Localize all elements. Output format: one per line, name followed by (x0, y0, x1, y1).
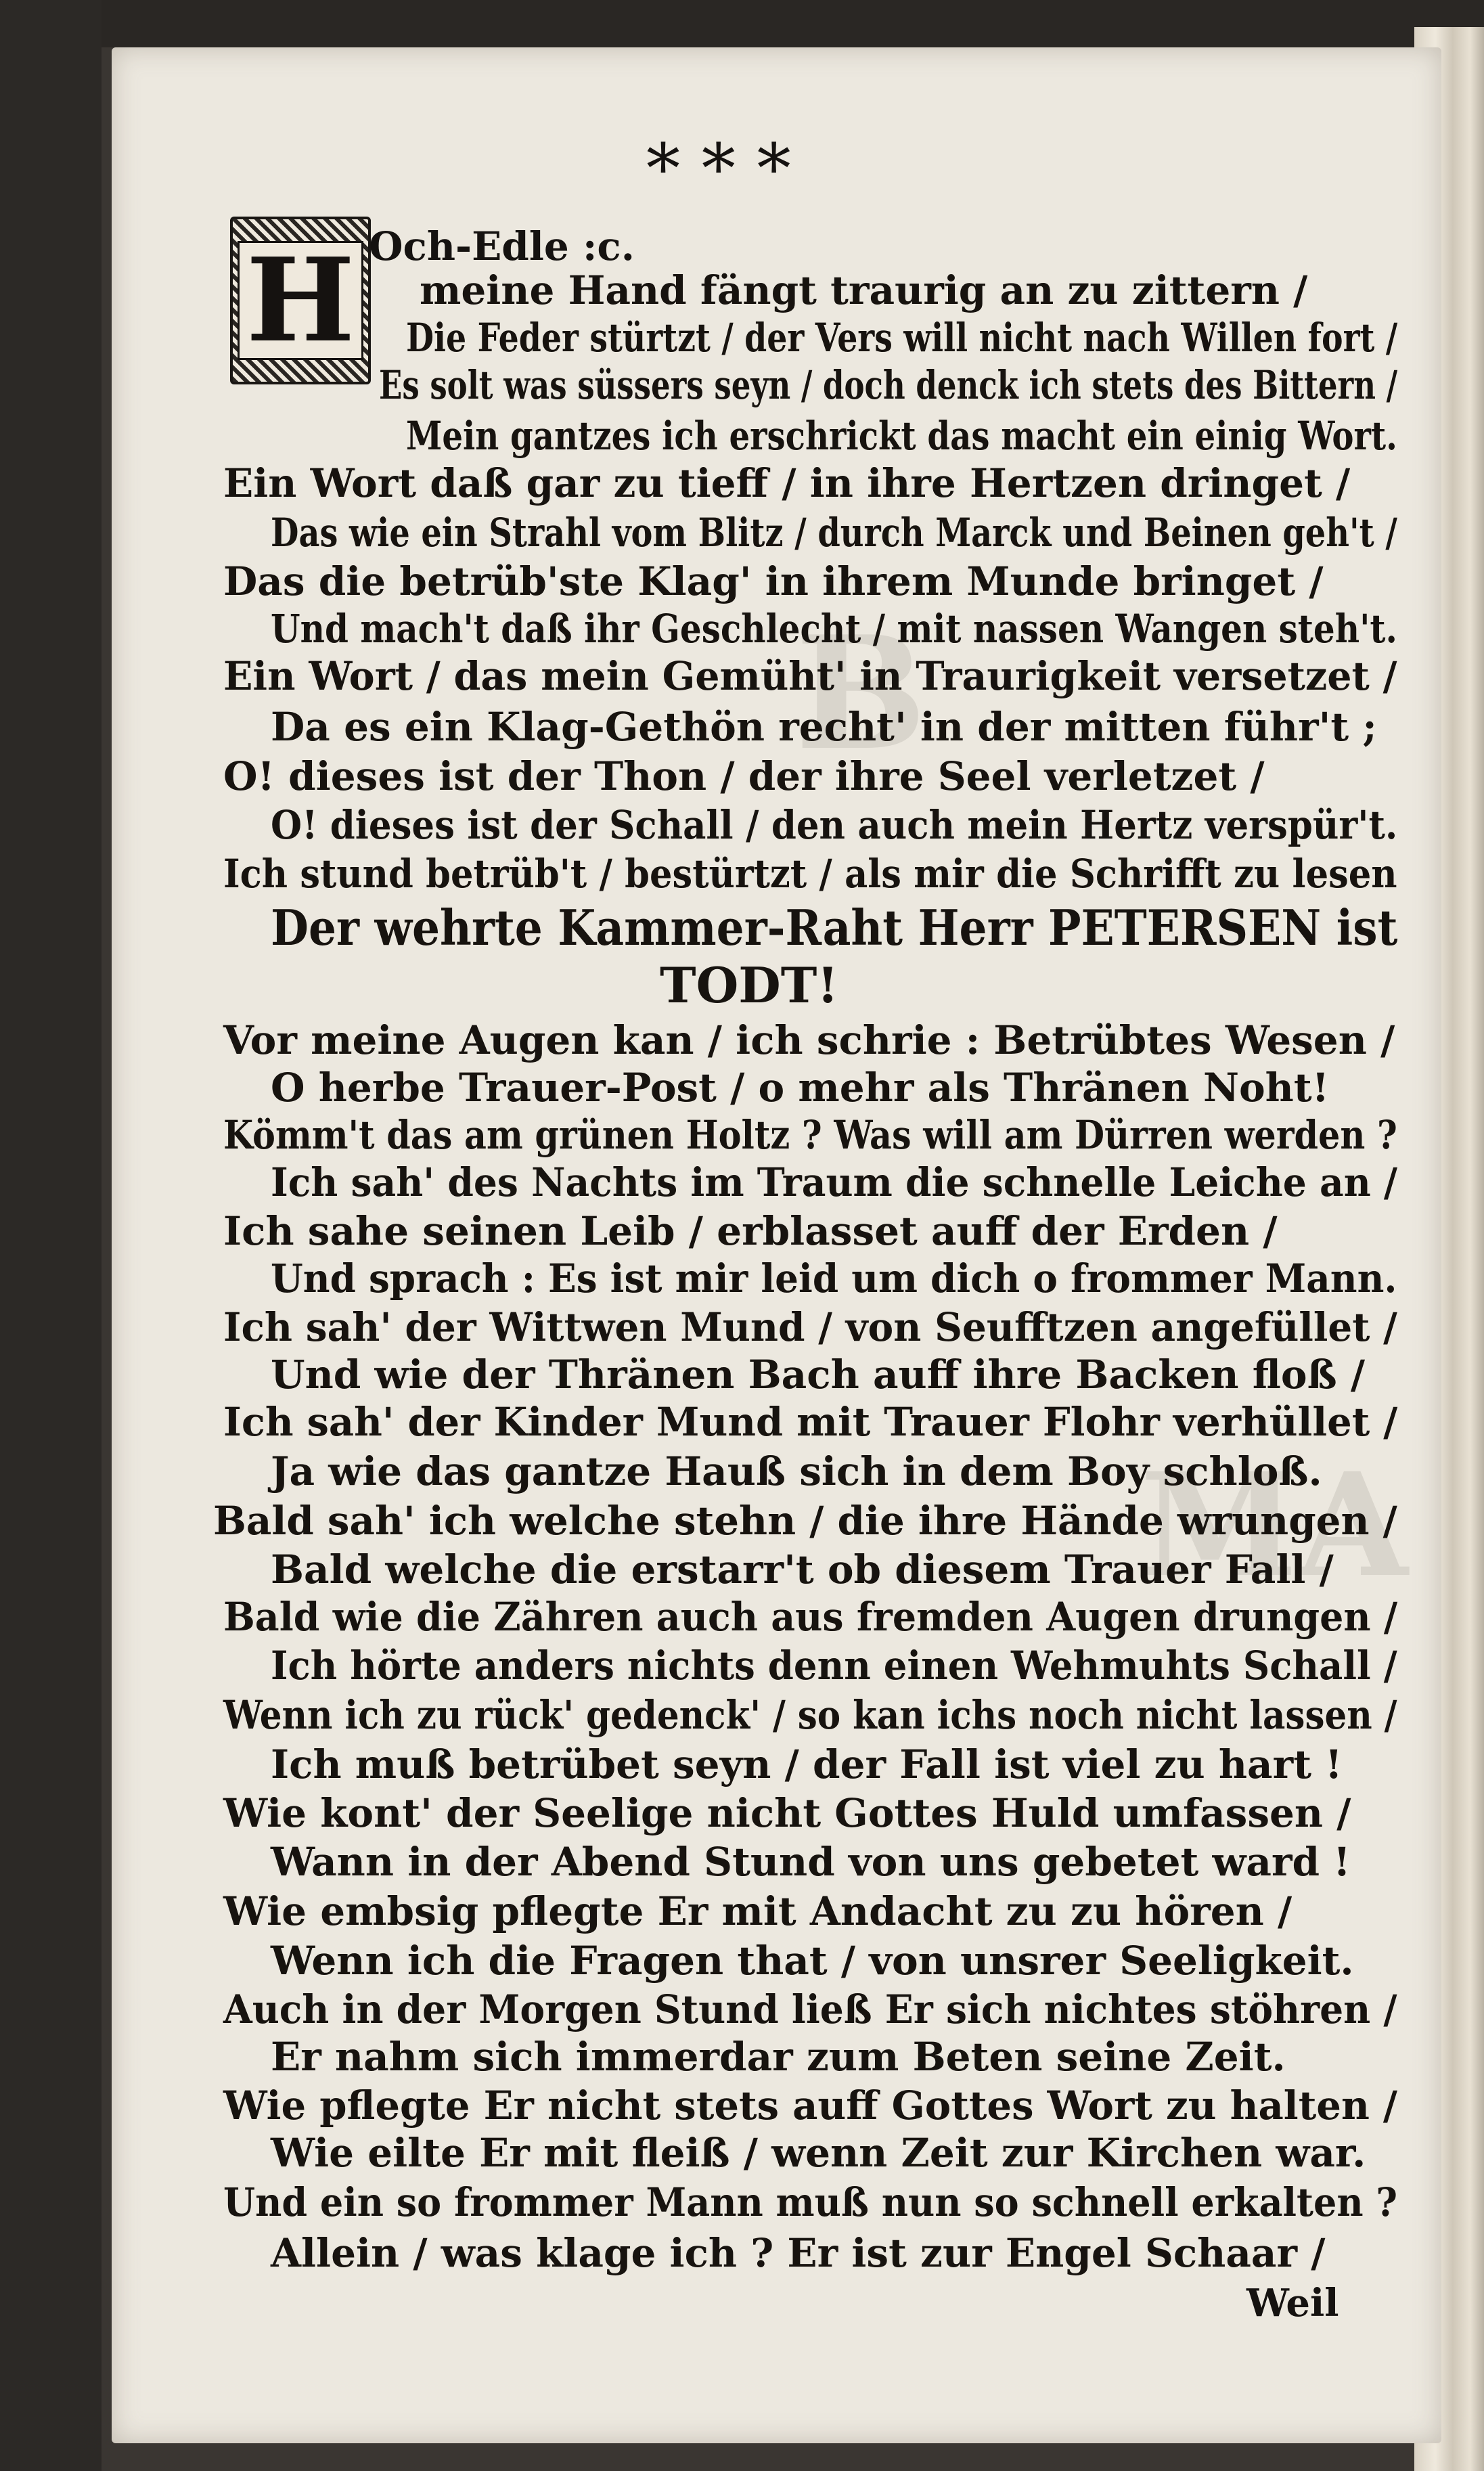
poem-line: meine Hand fängt traurig an zu zittern / (420, 267, 1308, 313)
show-through-text: B (795, 602, 927, 785)
poem-line: Wie eilte Er mit fleiß / wenn Zeit zur Kirchen war. (271, 2130, 1366, 2176)
poem-line: O! dieses ist der Schall / den auch mein Hertz verspür't. (271, 802, 1398, 848)
poem-line: Ein Wort / das mein Gemüht' in Traurigkeit versetzet / (223, 653, 1397, 699)
poem-line: Die Feder stürtzt / der Vers will nicht nach Willen fort / (406, 315, 1398, 361)
poem-line: Bald wie die Zähren auch aus fremden Augen drungen / (223, 1594, 1398, 1640)
poem-line: Ich sah' der Wittwen Mund / von Seufftzen angefüllet / (223, 1304, 1397, 1350)
poem-line: Bald sah' ich welche stehn / die ihre Hände wrungen / (213, 1498, 1397, 1544)
poem-line: Und sprach : Es ist mir leid um dich o frommer Mann. (271, 1255, 1397, 1301)
poem-line: Da es ein Klag-Gethön recht' in der mitten führ't ; (271, 704, 1377, 750)
poem-line: Das die betrüb'ste Klag' in ihrem Munde bringet / (223, 558, 1324, 604)
poem-line: Wenn ich zu rück' gedenck' / so kan ichs noch nicht lassen / (223, 1692, 1397, 1738)
poem-line-todt: TODT! (660, 956, 838, 1014)
poem-line: Wie pflegte Er nicht stets auff Gottes Wort zu halten / (223, 2083, 1397, 2129)
poem-line: Vor meine Augen kan / ich schrie : Betrübtes Wesen / (223, 1017, 1395, 1063)
poem-line: Ich sahe seinen Leib / erblasset auff der Erden / (223, 1208, 1278, 1254)
salutation: Och-Edle :c. (369, 223, 635, 269)
poem-line: Und mach't daß ihr Geschlecht / mit nassen Wangen steh't. (271, 606, 1397, 652)
poem-line: O! dieses ist der Thon / der ihre Seel verletzet / (223, 753, 1265, 799)
drop-cap-letter: H (238, 241, 364, 360)
poem-line: O herbe Trauer-Post / o mehr als Thränen Noht! (271, 1065, 1330, 1111)
decorated-initial (230, 217, 371, 384)
poem-line: Ich stund betrüb't / bestürtzt / als mir die Schrifft zu lesen (223, 851, 1397, 897)
poem-line: Allein / was klage ich ? Er ist zur Engel Schaar / (271, 2230, 1326, 2276)
poem-line: Wann in der Abend Stund von uns gebetet ward ! (271, 1839, 1351, 1885)
scan-background-top (0, 0, 1484, 47)
poem-line: Auch in der Morgen Stund ließ Er sich nichtes stöhren / (223, 1986, 1397, 2032)
scan-background-left (0, 0, 102, 2471)
poem-line-name-of-deceased: Der wehrte Kammer-Raht Herr PETERSEN ist (271, 899, 1398, 956)
poem-line: Wenn ich die Fragen that / von unsrer Seeligkeit. (271, 1938, 1354, 1984)
poem-line: Und ein so frommer Mann muß nun so schnell erkalten ? (223, 2179, 1398, 2225)
poem-line: Mein gantzes ich erschrickt das macht ein einig Wort. (406, 413, 1397, 459)
poem-line: Ich hörte anders nichts denn einen Wehmuhts Schall / (271, 1643, 1397, 1689)
poem-line: Ich sah' der Kinder Mund mit Trauer Flohr verhüllet / (223, 1399, 1398, 1445)
poem-line: Kömm't das am grünen Holtz ? Was will am Dürren werden ? (223, 1112, 1397, 1158)
poem-line: Wie kont' der Seelige nicht Gottes Huld umfassen / (223, 1790, 1351, 1836)
poem-line: Er nahm sich immerdar zum Beten seine Zeit. (271, 2034, 1286, 2080)
poem-line: Bald welche die erstarr't ob diesem Trauer Fall / (271, 1546, 1334, 1593)
show-through-text: MA (1140, 1442, 1408, 1609)
poem-line: Wie embsig pflegte Er mit Andacht zu zu hören / (223, 1888, 1292, 1934)
catchword: Weil (1246, 2281, 1339, 2325)
poem-line: Es solt was süssers seyn / doch denck ich stets des Bittern / (379, 362, 1398, 408)
poem-line: Und wie der Thränen Bach auff ihre Backen floß / (271, 1352, 1366, 1398)
ornament-stars: * * * (646, 129, 791, 208)
poem-line: Ich muß betrübet seyn / der Fall ist viel zu hart ! (271, 1741, 1343, 1787)
poem-line: Ein Wort daß gar zu tieff / in ihre Hertzen dringet / (223, 460, 1351, 506)
poem-line: Ja wie das gantze Hauß sich in dem Boy schloß. (271, 1448, 1322, 1494)
poem-line: Ich sah' des Nachts im Traum die schnelle Leiche an / (271, 1159, 1398, 1205)
poem-line: Das wie ein Strahl vom Blitz / durch Marck und Beinen geh't / (271, 510, 1397, 556)
